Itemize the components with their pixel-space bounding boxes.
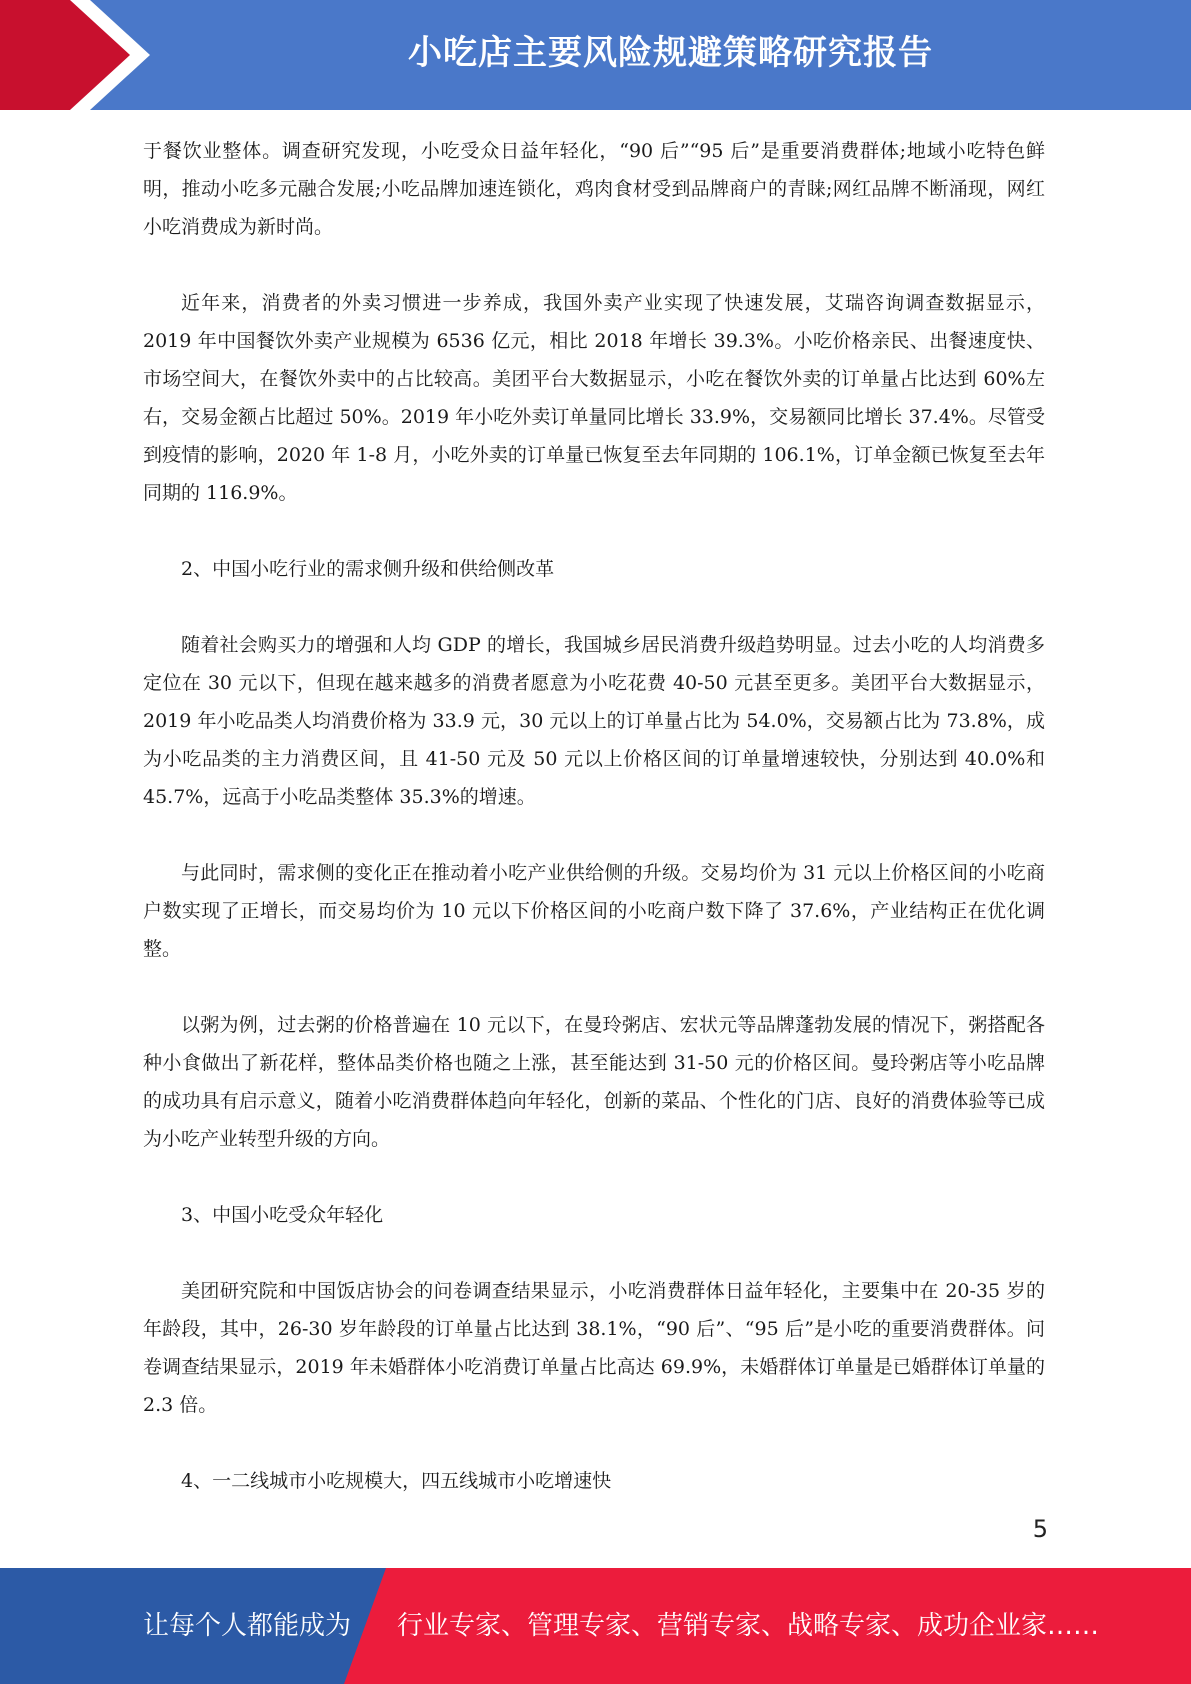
paragraph-porridge-example: 以粥为例，过去粥的价格普遍在 10 元以下，在曼玲粥店、宏状元等品牌蓬勃发展的情况下，粥搭配各种小食做出了新花样，整体品类价格也随之上涨，甚至能达到 31-50 元的价格区间。曼玲粥店等小吃品牌的成功具有启示意义，随着小吃消费群体趋向年轻化，创新的菜品、个性化的门店、良好的消费体验等已成为小吃产业转型升级的方向。 — [143, 1014, 1045, 1150]
section-heading-3: 3、中国小吃受众年轻化 — [181, 1204, 384, 1226]
paragraph-takeout: 近年来，消费者的外卖习惯进一步养成，我国外卖产业实现了快速发展，艾瑞咨询调查数据显示，2019 年中国餐饮外卖产业规模为 6536 亿元，相比 2018 年增长 39.3%。小吃价格亲民、出餐速度快、市场空间大，在餐饮外卖中的占比较高。美团平台大数据显示，小吃在餐饮外卖的订单量占比达到 60%左右，交易金额占比超过 50%。2019 年小吃外卖订单量同比增长 33.9%，交易额同比增长 37.4%。尽管受到疫情的影响，2020 年 1-8 月，小吃外卖的订单量已恢复至去年同期的 106.1%，订单金额已恢复至去年同期的 116.9%。 — [143, 292, 1045, 504]
document-body — [143, 132, 1045, 1500]
report-title: 小吃店主要风险规避策略研究报告 — [408, 33, 933, 73]
paragraph-demand-upgrade: 随着社会购买力的增强和人均 GDP 的增长，我国城乡居民消费升级趋势明显。过去小吃的人均消费多定位在 30 元以下，但现在越来越多的消费者愿意为小吃花费 40-50 元甚至更多。美团平台大数据显示，2019 年小吃品类人均消费价格为 33.9 元，30 元以上的订单量占比为 54.0%，交易额占比为 73.8%，成为小吃品类的主力消费区间，且 41-50 元及 50 元以上价格区间的订单量增速较快，分别达到 40.0%和 45.7%，远高于小吃品类整体 35.3%的增速。 — [143, 634, 1045, 808]
page-number: 5 — [1032, 1515, 1048, 1543]
footer-slogan-left: 让每个人都能成为 — [143, 1611, 352, 1641]
page-footer — [0, 1568, 1191, 1684]
paragraph-continued: 于餐饮业整体。调查研究发现，小吃受众日益年轻化，“90 后”“95 后”是重要消费群体;地域小吃特色鲜明，推动小吃多元融合发展;小吃品牌加速连锁化，鸡肉食材受到品牌商户的青睐;网红品牌不断涌现，网红小吃消费成为新时尚。 — [143, 140, 1045, 238]
section-heading-4: 4、一二线城市小吃规模大，四五线城市小吃增速快 — [181, 1470, 612, 1492]
paragraph-supply-side: 与此同时，需求侧的变化正在推动着小吃产业供给侧的升级。交易均价为 31 元以上价格区间的小吃商户数实现了正增长，而交易均价为 10 元以下价格区间的小吃商户数下降了 37.6%，产业结构正在优化调整。 — [143, 862, 1045, 960]
section-heading-2: 2、中国小吃行业的需求侧升级和供给侧改革 — [181, 558, 555, 580]
page-header — [0, 0, 1191, 110]
paragraph-young-audience: 美团研究院和中国饭店协会的问卷调查结果显示，小吃消费群体日益年轻化，主要集中在 20-35 岁的年龄段，其中，26-30 岁年龄段的订单量占比达到 38.1%，“90 后”、“95 后”是小吃的重要消费群体。问卷调查结果显示，2019 年未婚群体小吃消费订单量占比高达 69.9%，未婚群体订单量是已婚群体订单量的 2.3 倍。 — [143, 1280, 1045, 1416]
header-chevron-decoration — [0, 0, 140, 110]
footer-slogan-right: 行业专家、管理专家、营销专家、战略专家、成功企业家…… — [397, 1611, 1100, 1641]
